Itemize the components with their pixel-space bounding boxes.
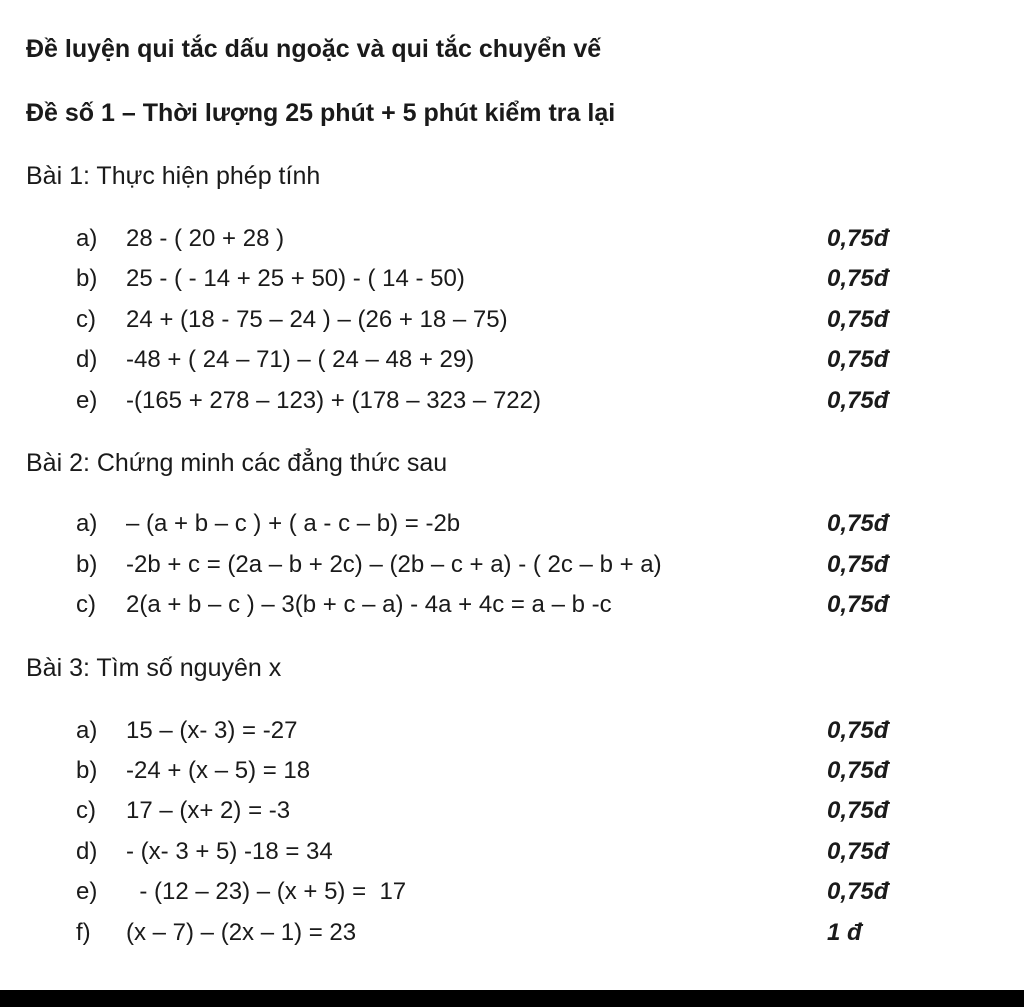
item-expression: -(165 + 278 – 123) + (178 – 323 – 722): [126, 387, 541, 414]
exercise-2a: [76, 510, 936, 544]
exercise-1e: [76, 387, 936, 421]
document-title: Đề luyện qui tắc dấu ngoặc và qui tắc chuyển vế: [26, 35, 602, 63]
item-points: 0,75đ: [827, 346, 889, 373]
item-expression: -24 + (x – 5) = 18: [126, 757, 311, 784]
exercise-1c: [76, 306, 936, 340]
section-heading-bai-1: Bài 1: Thực hiện phép tính: [26, 162, 321, 190]
exercise-2c: [76, 591, 936, 625]
item-points: 0,75đ: [827, 757, 889, 784]
item-label: f): [76, 919, 91, 946]
exercise-2b: [76, 551, 936, 585]
item-label: c): [76, 306, 96, 333]
item-points: 0,75đ: [827, 225, 889, 252]
item-label: c): [76, 591, 96, 618]
item-points: 0,75đ: [827, 306, 889, 333]
bottom-black-bar: [0, 990, 1024, 1007]
item-expression: -2b + c = (2a – b + 2c) – (2b – c + a) - ( 2c – b + a): [126, 551, 662, 578]
exercise-3b: [76, 757, 936, 791]
item-label: e): [76, 387, 98, 414]
item-label: b): [76, 265, 98, 292]
item-expression: 2(a + b – c ) – 3(b + c – a) - 4a + 4c = a – b -c: [126, 591, 612, 618]
exercise-3d: [76, 838, 936, 872]
item-label: a): [76, 510, 98, 537]
item-expression: 24 + (18 - 75 – 24 ) – (26 + 18 – 75): [126, 306, 508, 333]
item-points: 0,75đ: [827, 591, 889, 618]
item-expression: 28 - ( 20 + 28 ): [126, 225, 285, 252]
item-expression: (x – 7) – (2x – 1) = 23: [126, 919, 357, 946]
item-expression: - (12 – 23) – (x + 5) = 17: [126, 878, 407, 905]
exercise-1b: [76, 265, 936, 299]
item-expression: 25 - ( - 14 + 25 + 50) - ( 14 - 50): [126, 265, 465, 292]
exercise-3e: [76, 878, 936, 912]
item-label: b): [76, 757, 98, 784]
item-points: 0,75đ: [827, 387, 889, 414]
item-points: 0,75đ: [827, 265, 889, 292]
item-points: 0,75đ: [827, 717, 889, 744]
document-subtitle: Đề số 1 – Thời lượng 25 phút + 5 phút kiểm tra lại: [26, 99, 616, 127]
item-expression: - (x- 3 + 5) -18 = 34: [126, 838, 333, 865]
item-expression: – (a + b – c ) + ( a - c – b) = -2b: [126, 510, 461, 537]
item-label: b): [76, 551, 98, 578]
section-heading-bai-2: Bài 2: Chứng minh các đẳng thức sau: [26, 449, 448, 477]
item-points: 0,75đ: [827, 878, 889, 905]
item-points: 0,75đ: [827, 838, 889, 865]
exercise-3a: [76, 717, 936, 751]
item-label: e): [76, 878, 98, 905]
item-points: 0,75đ: [827, 510, 889, 537]
item-label: a): [76, 717, 98, 744]
exercise-3c: [76, 797, 936, 831]
section-heading-bai-3: Bài 3: Tìm số nguyên x: [26, 654, 282, 682]
item-label: d): [76, 346, 98, 373]
item-points: 0,75đ: [827, 797, 889, 824]
item-label: d): [76, 838, 98, 865]
item-expression: -48 + ( 24 – 71) – ( 24 – 48 + 29): [126, 346, 475, 373]
item-label: c): [76, 797, 96, 824]
item-points: 0,75đ: [827, 551, 889, 578]
item-points: 1 đ: [827, 919, 862, 946]
item-label: a): [76, 225, 98, 252]
item-expression: 17 – (x+ 2) = -3: [126, 797, 291, 824]
exercise-1a: [76, 225, 936, 259]
item-expression: 15 – (x- 3) = -27: [126, 717, 298, 744]
exercise-3f: [76, 919, 936, 953]
exercise-1d: [76, 346, 936, 380]
